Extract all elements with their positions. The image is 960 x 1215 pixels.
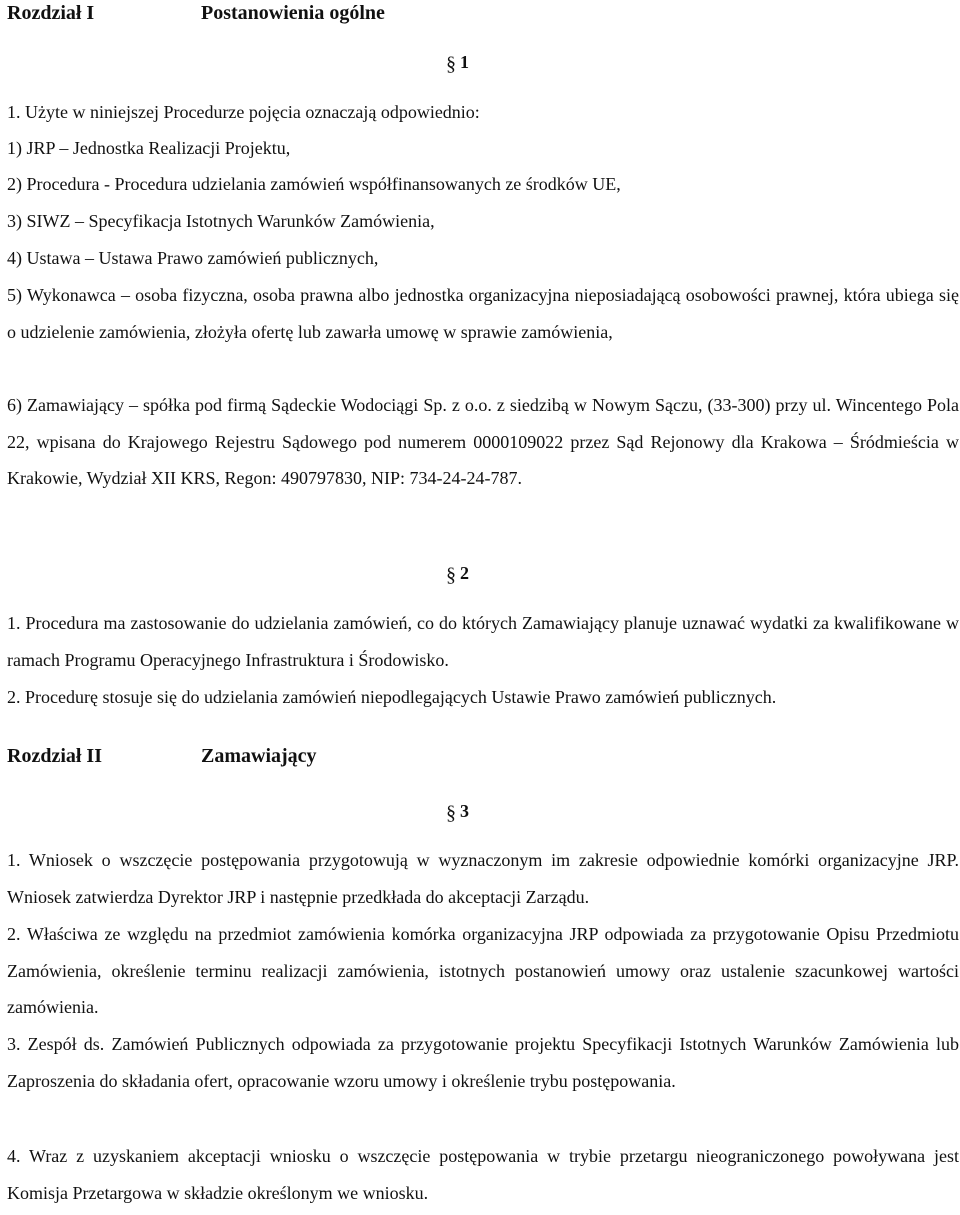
chapter-title: Postanowienia ogólne <box>201 2 385 24</box>
svg-text:§: § <box>446 802 456 823</box>
section-number: 3 <box>460 801 469 821</box>
paragraph: 1. Procedura ma zastosowanie do udzielania zamówień, co do których Zamawiający planuje uznawać wydatki za kwalifikowane w ramach Programu Operacyjnego Infrastruktura i Środowisko. <box>7 613 959 670</box>
svg-text:§: § <box>446 564 456 585</box>
section-sign-icon <box>446 52 457 74</box>
paragraph: 1. Wniosek o wszczęcie postępowania przygotowują w wyznaczonym im zakresie odpowiednie komórki organizacyjne JRP. Wniosek zatwierdza Dyrektor JRP i następnie przedkłada do akceptacji Zarządu. <box>7 850 959 907</box>
chapter-label: Rozdział I <box>7 2 95 24</box>
list-item: 6) Zamawiający – spółka pod firmą Sądeckie Wodociągi Sp. z o.o. z siedzibą w Nowym Sączu, (33-300) przy ul. Wincentego Pola 22, wpisana do Krajowego Rejestru Sądowego pod numerem 0000109022 przez Sąd Rejonowy dla Krakowa – Śródmieścia w Krakowie, Wydział XII KRS, Regon: 490797830, NIP: 734-24-24-787. <box>7 395 959 488</box>
paragraph: 2. Procedurę stosuje się do udzielania zamówień niepodlegających Ustawie Prawo zamówień publicznych. <box>7 687 777 707</box>
chapter-label: Rozdział II <box>7 745 102 767</box>
list-item: 5) Wykonawca – osoba fizyczna, osoba prawna albo jednostka organizacyjna nieposiadającą osobowości prawnej, która ubiega się o udzielenie zamówienia, złożyła ofertę lub zawarła umowę w sprawie zamówienia, <box>7 285 959 342</box>
svg-text:§: § <box>446 53 456 74</box>
list-item: 1) JRP – Jednostka Realizacji Projektu, <box>7 138 291 158</box>
section-sign-icon <box>446 801 457 823</box>
list-item: 3) SIWZ – Specyfikacja Istotnych Warunków Zamówienia, <box>7 211 435 231</box>
chapter-title: Zamawiający <box>201 745 317 767</box>
paragraph: 3. Zespół ds. Zamówień Publicznych odpowiada za przygotowanie projektu Specyfikacji Istotnych Warunków Zamówienia lub Zaproszenia do składania ofert, opracowanie wzoru umowy i określenie trybu postępowania. <box>7 1034 959 1091</box>
paragraph: 1. Użyte w niniejszej Procedurze pojęcia oznaczają odpowiednio: <box>7 102 480 122</box>
section-number: 1 <box>460 52 469 72</box>
list-item: 4) Ustawa – Ustawa Prawo zamówień publicznych, <box>7 248 379 268</box>
section-sign-icon <box>446 563 457 585</box>
paragraph: 4. Wraz z uzyskaniem akceptacji wniosku o wszczęcie postępowania w trybie przetargu nieograniczonego powoływana jest Komisja Przetargowa w składzie określonym we wniosku. <box>7 1146 959 1203</box>
paragraph: 2. Właściwa ze względu na przedmiot zamówienia komórka organizacyjna JRP odpowiada za przygotowanie Opisu Przedmiotu Zamówienia, określenie terminu realizacji zamówienia, istotnych postanowień umowy oraz ustalenie szacunkowej wartości zamówienia. <box>7 924 959 1017</box>
section-number: 2 <box>460 563 469 583</box>
list-item: 2) Procedura - Procedura udzielania zamówień współfinansowanych ze środków UE, <box>7 174 621 194</box>
